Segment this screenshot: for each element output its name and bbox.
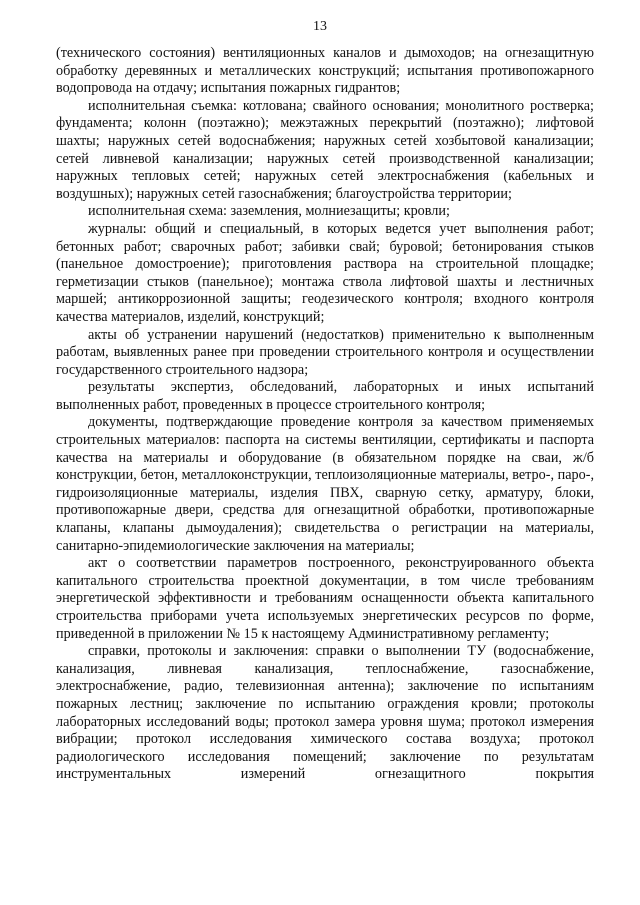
- paragraph-continuation: (технического состояния) вентиляционных каналов и дымоходов; на огнезащитную обработку деревянных и металлических конструкций; испытания противопожарного водопровода на отдачу; испытания пожарных гидрантов;: [56, 45, 594, 97]
- document-body: [56, 45, 594, 784]
- paragraph-executive-survey: исполнительная съемка: котлована; свайного основания; монолитного ростверка; фундамента; колонн (поэтажно); межэтажных перекрытий (поэтажно); лифтовой шахты; наружных сетей водоснабжения; наружных сетей хозбытовой канализации; сетей ливневой канализации; наружных сетей производственной канализации; наружных тепловых сетей; наружных сетей электроснабжения (кабельных и воздушных); наружных сетей газоснабжения; благоустройства территории;: [56, 97, 594, 202]
- paragraph-certificates-protocols: справки, протоколы и заключения: справки о выполнении ТУ (водоснабжение, канализация, ливневая канализация, теплоснабжение, газоснабжение, электроснабжение, радио, телевизионная антенна); заключение по испытаниям пожарных лестниц; заключение по испытанию ограждения кровли; протоколы лабораторных исследований воды; протокол замера уровня шума; протокол измерения вибрации; протокол исследования химического состава воздуха; протокол радиологического исследования помещений; заключение по результатам инструментальных измерений огнезащитного покрытия: [56, 643, 594, 783]
- page-number: 13: [313, 19, 327, 34]
- paragraph-executive-scheme: исполнительная схема: заземления, молниезащиты; кровли;: [88, 203, 450, 220]
- paragraph-expertise-results: результаты экспертиз, обследований, лабораторных и иных испытаний выполненных работ, проведенных в процессе строительного контроля;: [56, 379, 594, 413]
- paragraph-journals: журналы: общий и специальный, в которых ведется учет выполнения работ; бетонных работ; сварочных работ; забивки свай; буровой; бетонирования стыков (панельное домостроение); приготовления раствора на строительной площадке; герметизации стыков (панельное); монтажа ствола лифтовой шахты и лестничных маршей; антикоррозионной защиты; геодезического контроля; входного контроля качества материалов, изделий, конструкций;: [56, 220, 594, 325]
- paragraph-violation-acts: акты об устранении нарушений (недостатков) применительно к выполненным работам, выявленных ранее при проведении строительного контроля и осуществлении государственного строительного надзора;: [56, 326, 594, 378]
- paragraph-quality-documents: документы, подтверждающие проведение контроля за качеством применяемых строительных материалов: паспорта на системы вентиляции, сертификаты и паспорта качества на материалы и оборудование (в обязательном порядке на сваи, ж/б конструкции, бетон, металлоконструкции, теплоизоляционные материалы, ветро-, паро-, гидроизоляционные материалы, изделия ПВХ, сварную сетку, арматуру, блоки, противопожарные двери, средства для огнезащитной обработки, противопожарные клапаны, клапаны дымоудаления); свидетельства о регистрации на материалы, санитарно-эпидемиологические заключения на материалы;: [56, 414, 594, 554]
- paragraph-compliance-act: акт о соответствии параметров построенного, реконструированного объекта капитального строительства проектной документации, в том числе требованиям энергетической эффективности и требованиям оснащенности объекта капитального строительства приборами учета используемых энергетических ресурсов по форме, приведенной в приложении № 15 к настоящему Административному регламенту;: [56, 555, 594, 642]
